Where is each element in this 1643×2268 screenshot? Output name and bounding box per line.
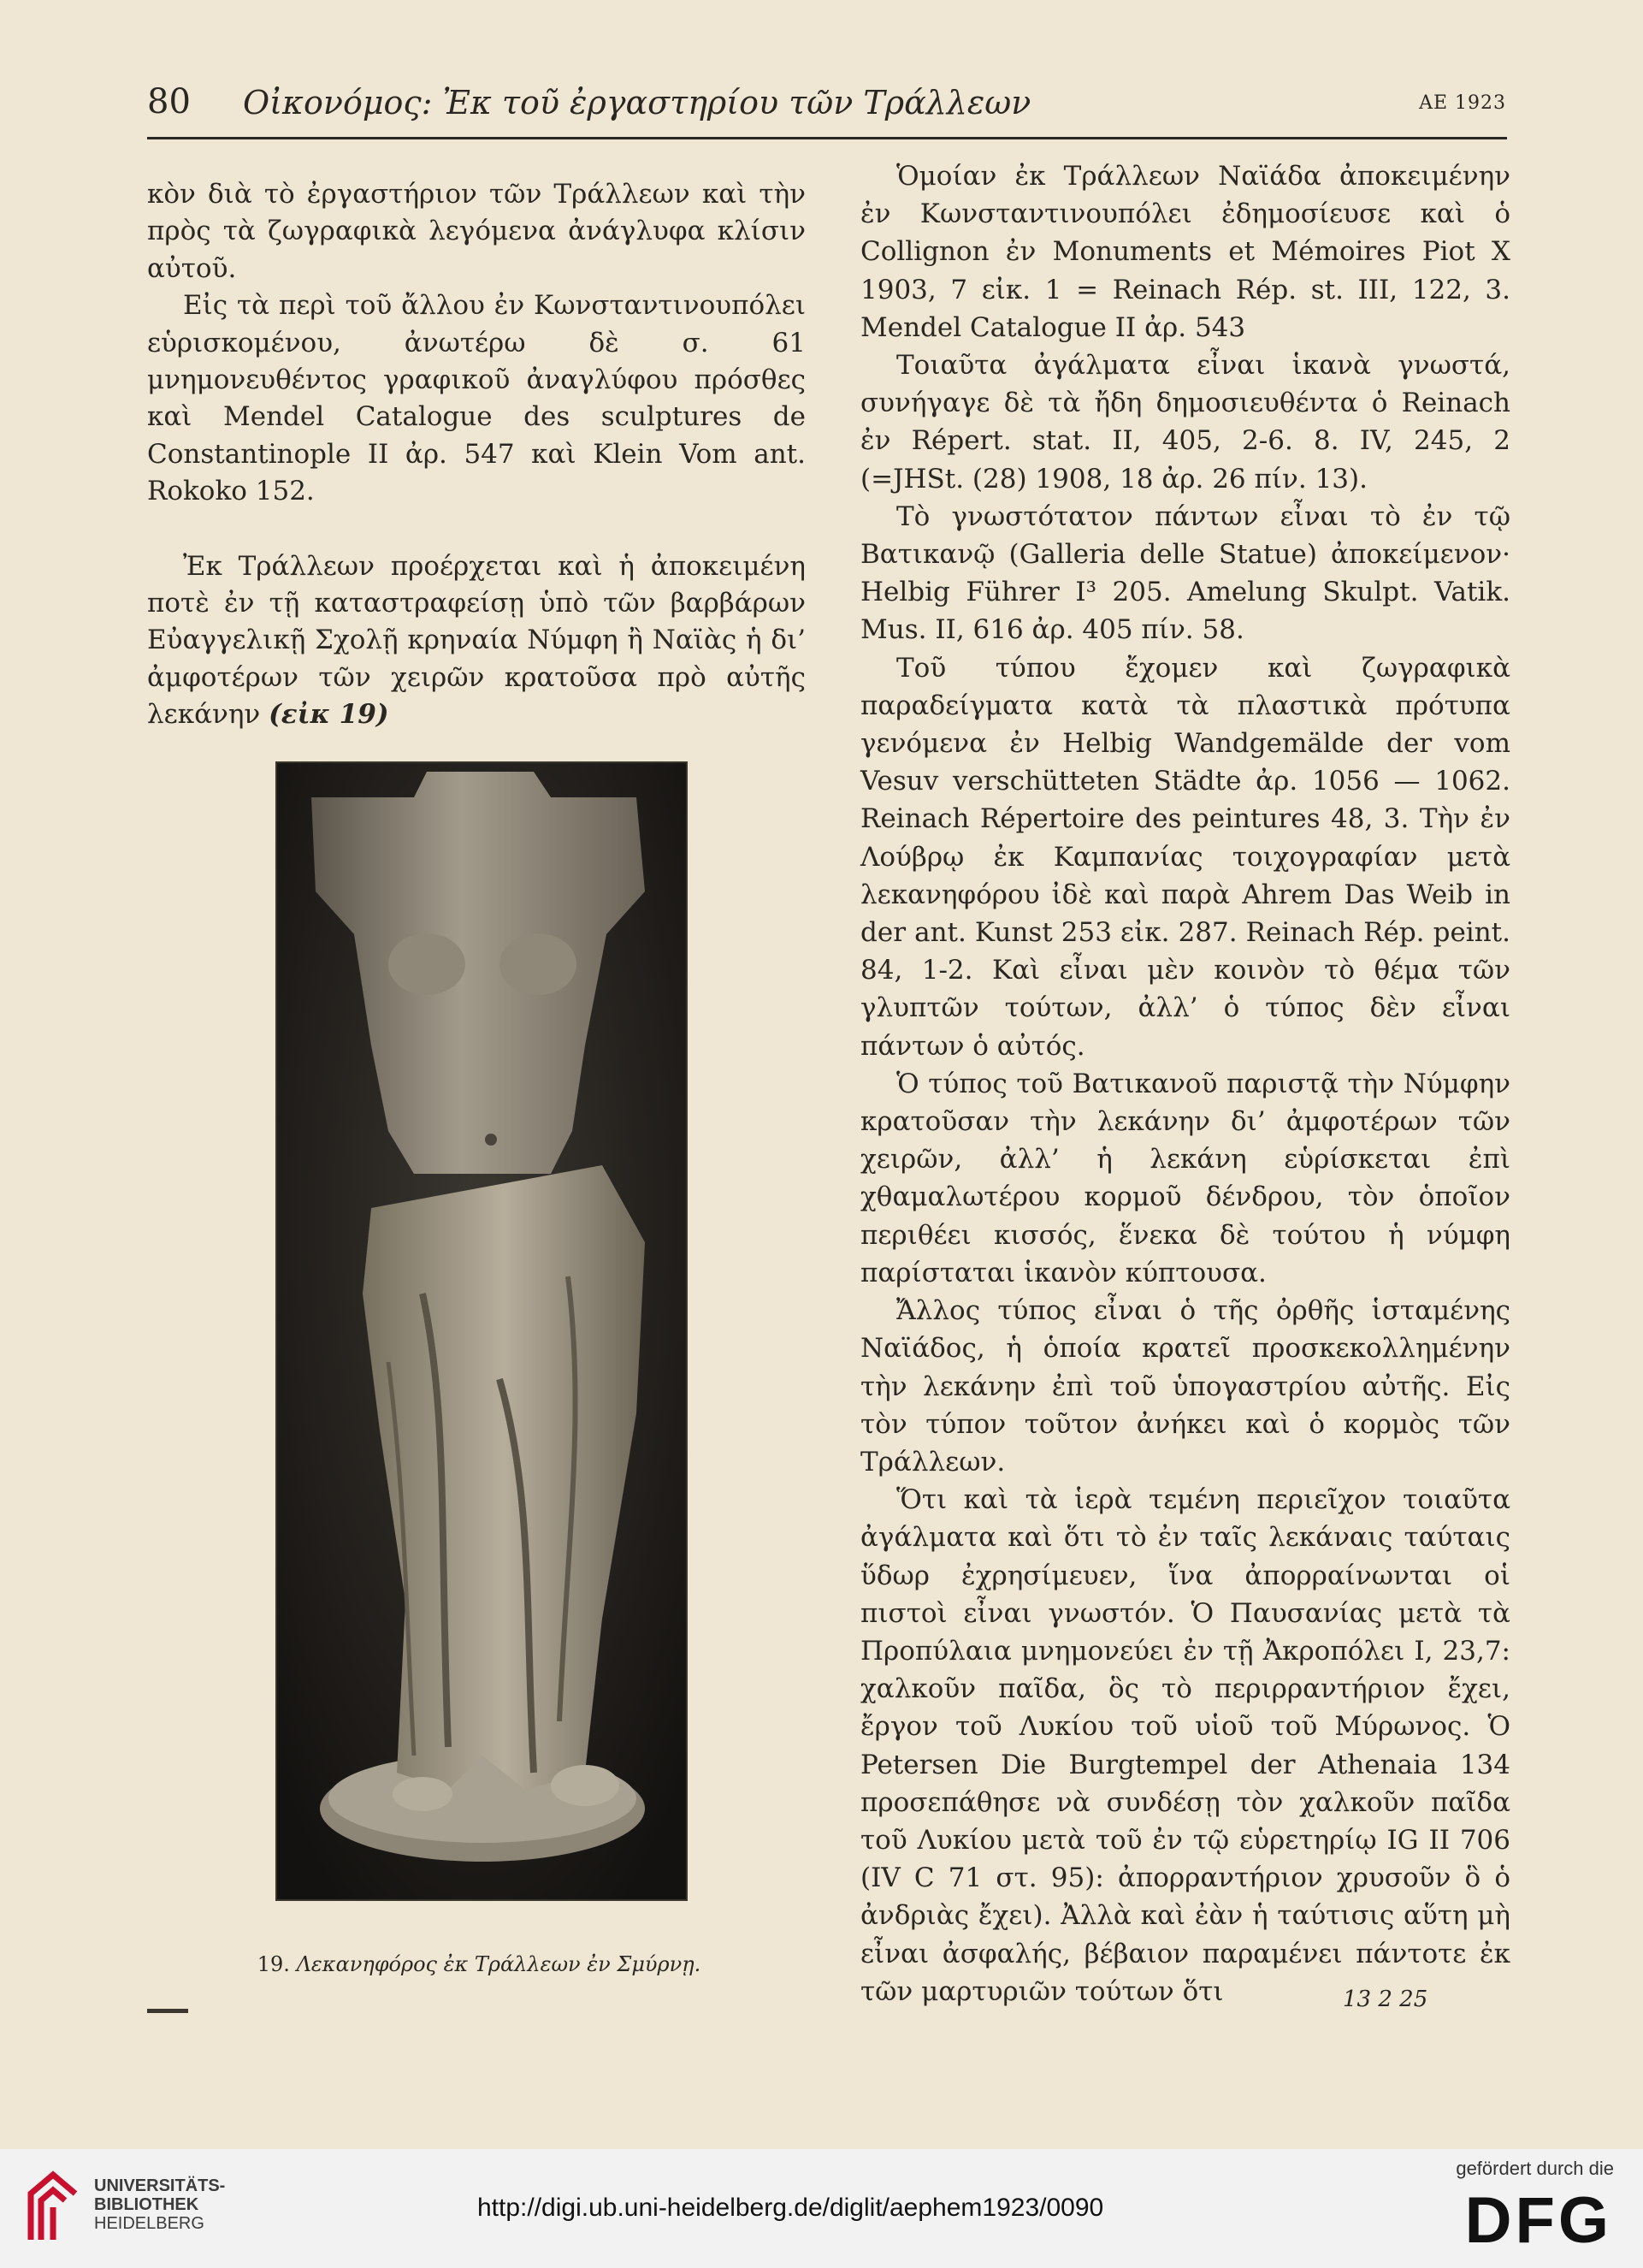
statue-illustration	[277, 763, 686, 1899]
caption-number: 19.	[257, 1952, 290, 1976]
page-number: 80	[147, 82, 191, 121]
print-date-mark: 13 2 25	[1343, 1987, 1428, 2012]
library-line: HEIDELBERG	[94, 2214, 204, 2233]
digitization-footer	[0, 2149, 1643, 2268]
paragraph: Ὅτι καὶ τὰ ἱερὰ τεμένη περιεῖχον τοιαῦτα ἀγάλματα καὶ ὅτι τὸ ἐν ταῖς λεκάναις ταύταις ὕδωρ ἐχρησίμευεν, ἵνα ἀπορραίνωνται οἱ πιστοὶ εἶναι γνωστόν. Ὁ Παυσανίας μετὰ τὰ Προπύλαια μνημονεύει ἐν τῇ Ἀκροπόλει I, 23,7: χαλκοῦν παῖδα, ὃς τὸ περιρραντήριον ἔχει, ἔργον τοῦ Λυκίου τοῦ υἱοῦ τοῦ Μύρωνος. Ὁ Petersen Die Burgtempel der Athenaia 134 προσεπάθησε νὰ συνδέσῃ τὸν χαλκοῦν παῖδα τοῦ Λυκίου μετὰ τοῦ ἐν τῷ εὑρετηρίῳ IG II 706 (IV C 71 στ. 95): ἀπορραντήριον χρυσοῦν ὃ ὁ ἀνδριὰς ἔχει). Ἀλλὰ καὶ ἐὰν ἡ ταύτισις αὕτη μὴ εἶναι ἀσφαλής, βέβαιον παραμένει πάντοτε ἐκ τῶν μαρτυριῶν τούτων ὅτι	[860, 1484, 1510, 2007]
dfg-logo: DFG	[1464, 2184, 1612, 2257]
paragraph: Τὸ γνωστότατον πάντων εἶναι τὸ ἐν τῷ Βατικανῷ (Galleria delle Statue) ἀποκείμενον· Helbig Führer I³ 205. Amelung Skulpt. Vatik. Mus. II, 616 ἀρ. 405 πίν. 58.	[860, 500, 1510, 646]
library-line: BIBLIOTHEK	[94, 2195, 199, 2214]
paragraph: Ἄλλος τύπος εἶναι ὁ τῆς ὀρθῆς ἱσταμένης Ναϊάδος, ἡ ὁποία κρατεῖ προσκεκολλημένην τὴν λεκάνην ἐπὶ τοῦ ὑπογαστρίου αὐτῆς. Εἰς τὸν τύπον τοῦτον ἀνήκει καὶ ὁ κορμὸς τῶν Τράλλεων.	[860, 1295, 1510, 1477]
paragraph: Ὁμοίαν ἐκ Τράλλεων Ναϊάδα ἀποκειμένην ἐν Κωνσταντινουπόλει ἐδημοσίευσε καὶ ὁ Collignon ἐν Monuments et Mémoires Piot X 1903, 7 εἰκ. 1 = Reinach Rép. st. III, 122, 3. Mendel Catalogue II ἀρ. 543	[860, 161, 1510, 343]
paragraph: Τοιαῦτα ἀγάλματα εἶναι ἱκανὰ γνωστά, συνήγαγε δὲ τὰ ἤδη δημοσιευθέντα ὁ Reinach ἐν Répert. stat. II, 405, 2-6. 8. IV, 245, 2 (=JHSt. (28) 1908, 18 ἀρ. 26 πίν. 13).	[860, 350, 1510, 494]
figure-caption	[248, 1952, 710, 1976]
paragraph: Εἰς τὰ περὶ τοῦ ἄλλου ἐν Κωνσταντινουπόλει εὑρισκομένου, ἀνωτέρω δὲ σ. 61 μνημονευθέντος γραφικοῦ ἀναγλύφου πρόσθες καὶ Mendel Catalogue des sculptures de Constantinople II ἀρ. 547 καὶ Klein Vom ant. Rokoko 152.	[147, 290, 806, 507]
running-header	[147, 82, 1506, 133]
printer-mark	[147, 2009, 188, 2013]
paragraph: Ὁ τύπος τοῦ Βατικανοῦ παριστᾷ τὴν Νύμφην κρατοῦσαν τὴν λεκάνην δι’ ἀμφοτέρων τῶν χειρῶν, ἀλλ’ ἡ λεκάνη εὑρίσκεται ἐπὶ χθαμαλωτέρου κορμοῦ δένδρου, τὸν ὁποῖον περιθέει κισσός, ἕνεκα δὲ τούτου ἡ νύμφη παρίσταται ἱκανὸν κύπτουσα.	[860, 1068, 1510, 1288]
funding-text: gefördert durch die	[1456, 2158, 1614, 2179]
library-line: UNIVERSITÄTS-	[94, 2176, 226, 2195]
university-library-logo-icon	[19, 2164, 87, 2250]
library-name	[94, 2176, 225, 2233]
statue-photograph	[275, 761, 688, 1901]
left-column	[147, 176, 806, 734]
permalink-link[interactable]: http://digi.ub.uni-heidelberg.de/diglit/aephem1923/0090	[477, 2194, 1104, 2222]
paragraph: Τοῦ τύπου ἔχομεν καὶ ζωγραφικὰ παραδείγματα κατὰ τὰ πλαστικὰ πρότυπα γενόμενα ἐν Helbig Wandgemälde der vom Vesuv verschütteten Städte ἀρ. 1056 — 1062. Reinach Répertoire des peintures 48, 3. Τὴν ἐν Λούβρῳ ἐκ Καμπανίας τοιχογραφίαν μετὰ λεκανηφόρου ἰδὲ καὶ παρὰ Ahrem Das Weib in der ant. Kunst 253 εἰκ. 287. Reinach Rép. peint. 84, 1-2. Καὶ εἶναι μὲν κοινὸν τὸ θέμα τῶν γλυπτῶν τούτων, ἀλλ’ ὁ τύπος δὲν εἶναι πάντων ὁ αὐτός.	[860, 652, 1510, 1062]
paragraph: κὸν διὰ τὸ ἐργαστήριον τῶν Τράλλεων καὶ τὴν πρὸς τὰ ζωγραφικὰ λεγόμενα ἀνάγλυφα κλίσιν αὐτοῦ.	[147, 179, 806, 284]
paragraph-gap	[147, 511, 806, 548]
paragraph-with-figure-ref	[147, 548, 806, 734]
right-column	[860, 157, 1510, 2010]
figure-reference: (εἰκ 19)	[269, 699, 389, 731]
paragraph: Ἐκ Τράλλεων προέρχεται καὶ ἡ ἀποκειμένη ποτὲ ἐν τῇ καταστραφείσῃ ὑπὸ τῶν βαρβάρων Εὐαγγελικῇ Σχολῇ κρηναία Νύμφη ἢ Ναϊὰς ἡ δι’ ἀμφοτέρων τῶν χειρῶν κρατοῦσα πρὸ αὐτῆς λεκάνην	[147, 550, 806, 731]
running-title: Οἰκονόμος: Ἐκ τοῦ ἐργαστηρίου τῶν Τράλλεων	[243, 84, 1031, 121]
header-rule	[147, 137, 1507, 139]
caption-text: Λεκανηφόρος ἐκ Τράλλεων ἐν Σμύρνῃ.	[296, 1952, 701, 1976]
volume-label: ΑΕ 1923	[1419, 92, 1506, 114]
